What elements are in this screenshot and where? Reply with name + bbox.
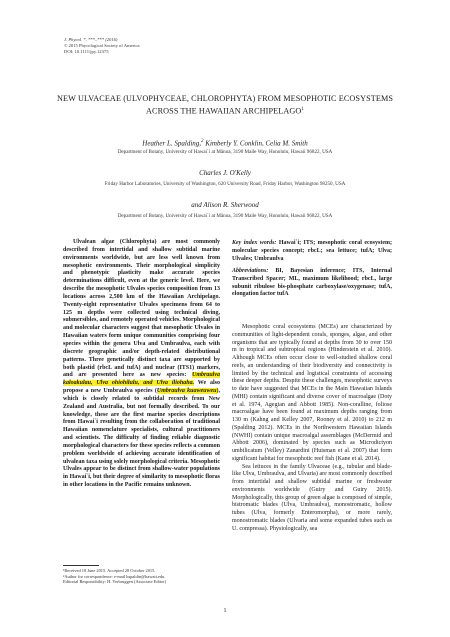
abbreviations bbox=[232, 268, 392, 300]
correspondence-note: ²Author for correspondence: e-mail hspaldin@hawaii.edu. bbox=[63, 573, 166, 579]
title-line-1: NEW ULVACEAE (ULVOPHYCEAE, CHLOROPHYTA) FROM MESOPHOTIC ECOSYSTEMS bbox=[57, 94, 393, 103]
author-footnote-mark: 2 bbox=[201, 139, 204, 144]
highlighted-species-name: Umbraulva kuaweuweu bbox=[156, 388, 217, 395]
title-line-2: ACROSS THE HAWAIIAN ARCHIPELAGO$^1$ bbox=[146, 106, 304, 116]
abstract bbox=[63, 239, 220, 490]
highlighted-species-names: Umbraulva kaloakulau, Ulva ohiohilulu, and Ulva iliohaha. bbox=[63, 372, 221, 387]
main-text bbox=[232, 324, 392, 533]
affiliation-3: Department of Botany, University of Hawai`i at Mānoa, 3190 Maile Way, Honolulu, Hawaii 96822, USA bbox=[117, 213, 333, 219]
abstract-text-2: We also propose a new Umbraulva species ( bbox=[63, 380, 220, 395]
journal-citation: J. Phycol. *, ***–*** (2016) bbox=[64, 37, 118, 42]
abbreviations-label: Abbreviations: bbox=[232, 267, 269, 274]
title-footnote-mark: 1 bbox=[301, 107, 304, 112]
affiliation-1: Department of Botany, University of Hawai`i at Mānoa, 3190 Maile Way, Honolulu, Hawaii 96822, USA bbox=[117, 149, 333, 155]
abstract-text-1: Ulvalean algae (Chlorophyta) are most commonly described from intertidal and shallow subtidal marine environments worldwide, but are less well known from mesophotic environments. Their morphological simplicity and phenotypic plasticity make accurate species determinations difficult, even at the generic level. Here, we describe the mesophotic Ulvales species composition from 13 locations across 2,500 km of the Hawaiian Archipelago. Twenty-eight representative Ulvales specimens from 64 to 125 m depths were collected using technical diving, submersibles, and remotely operated vehicles. Morphological and molecular characters suggest that mesophotic Ulvales in Hawaiian waters form unique communities comprising four species within the genera Ulva and Umbraulva, each with discrete geographic and/or depth-related distributional patterns. Three genetically distinct taxa are supported by both plastid (rbcL and tufA) and nuclear (ITS1) markers, and are presented here as new species: bbox=[63, 239, 220, 379]
copyright-line: © 2015 Phycological Society of America bbox=[64, 43, 140, 48]
affiliation-2: Friday Harbor Laboratories, University of Washington, 620 University Road, Friday Harbor, Washington 98250, USA bbox=[104, 181, 346, 187]
footnotes bbox=[63, 568, 223, 585]
keywords-block bbox=[232, 240, 392, 303]
editor-note: Editorial Responsibility: H. Verbruggen (Associate Editor) bbox=[63, 579, 167, 585]
footnote-divider bbox=[63, 565, 99, 566]
author-line-2: Charles J. O'Kelly bbox=[199, 169, 251, 177]
abstract-text-3: ), which is closely related to subtidal records from New Zealand and Australia, but not formally described. To our knowledge, these are the first marine species descriptions from Hawai`i resulting from the collaboration of traditional Hawaiian nomenclature specialists, cultural practitioners and scientists. The difficulty of finding reliable diagnostic morphological characters for these species reflects a common problem worldwide of achieving accurate identification of ulvalean taxa using solely morphological criteria. Mesophotic Ulvales appear to be distinct from shallow-water populations in Hawai`i, but their degree of similarity to mesophotic floras in other locations in the Pacific remains unknown. bbox=[63, 388, 220, 489]
journal-header bbox=[64, 37, 140, 55]
page-number: 1 bbox=[223, 608, 227, 614]
received-note: ¹Received 18 June 2015. Accepted 28 October 2015. bbox=[63, 568, 156, 573]
doi-line: DOI: 10.1111/jpy.12375 bbox=[64, 49, 109, 54]
keywords-text: Hawai`i; ITS; mesophotic coral ecosystem; molecular species concept; rbcL; sea lettuce; tufA; Ulva; Ulvales; Umbraulva bbox=[232, 240, 392, 262]
paper-title bbox=[40, 93, 410, 117]
paragraph-2: Sea lettuces in the family Ulvaceae (e.g., tubular and blade-like Ulva, Umbraulva, and Ulvaria) are most commonly described from intertidal and shallow subtidal marine or freshwater environments worldwide (Guiry and Guiry 2015). Morphologically, this group of green algae is composed of simple, bistromatic blades (Ulva, Umbraulva), monostromatic, hollow tubes (Ulva, formerly Enteromorpha), or more rarely, monostromatic blades (Ulvaria and some expanded tubes such as U. compressa). Physiologically, sea bbox=[232, 463, 392, 532]
author-line-3: and Alison R. Sherwood bbox=[191, 201, 259, 209]
abbreviations-text: BI, Bayesian inference; ITS, Internal Transcribed Spacer; ML, maximum likelihood; rbcL, large subunit ribulose bis-phosphate carboxylase/oxygenase; tufA, elongation factor tufA bbox=[232, 267, 392, 298]
key-index-words bbox=[232, 240, 392, 264]
paragraph-1: Mesophotic coral ecosystems (MCEs) are characterized by communities of light-dependent corals, sponges, algae, and other organisms that are typically found at depths from 30 to over 150 m in tropical and subtropical regions (Hinderstein et al. 2010). Although MCEs often occur close to well-studied shallow coral reefs, an understanding of their biodiversity and connectivity is limited by the technical and logistical constraints of accessing these deeper depths. Despite these challenges, mesophotic surveys to date have suggested that MCEs in the Main Hawaiian Islands (MHI) contain significant and diverse cover of macroalgae (Doty et al. 1974, Agegian and Abbott 1985). Non-coralline, foliose macroalgae have been found at maximum depths ranging from 130 m (Kahng and Kelley 2007, Rooney et al. 2010) to 212 m (Spalding 2012). MCEs in the Northwestern Hawaiian Islands (NWHI) contain unique macroalgal assemblages (McDermid and Abbott 2006), dominated by species such as Microdictyon umbilicatum (Velley) Zanardini (Huisman et al. 2007) that form significant habitat for mesophotic reef fish (Kane et al. 2014). bbox=[232, 324, 392, 462]
keywords-label: Key index words: bbox=[232, 240, 277, 246]
author-line-1: Heather L. Spalding,$^2$ Kimberly Y. Conklin, Celia M. Smith bbox=[142, 139, 308, 148]
